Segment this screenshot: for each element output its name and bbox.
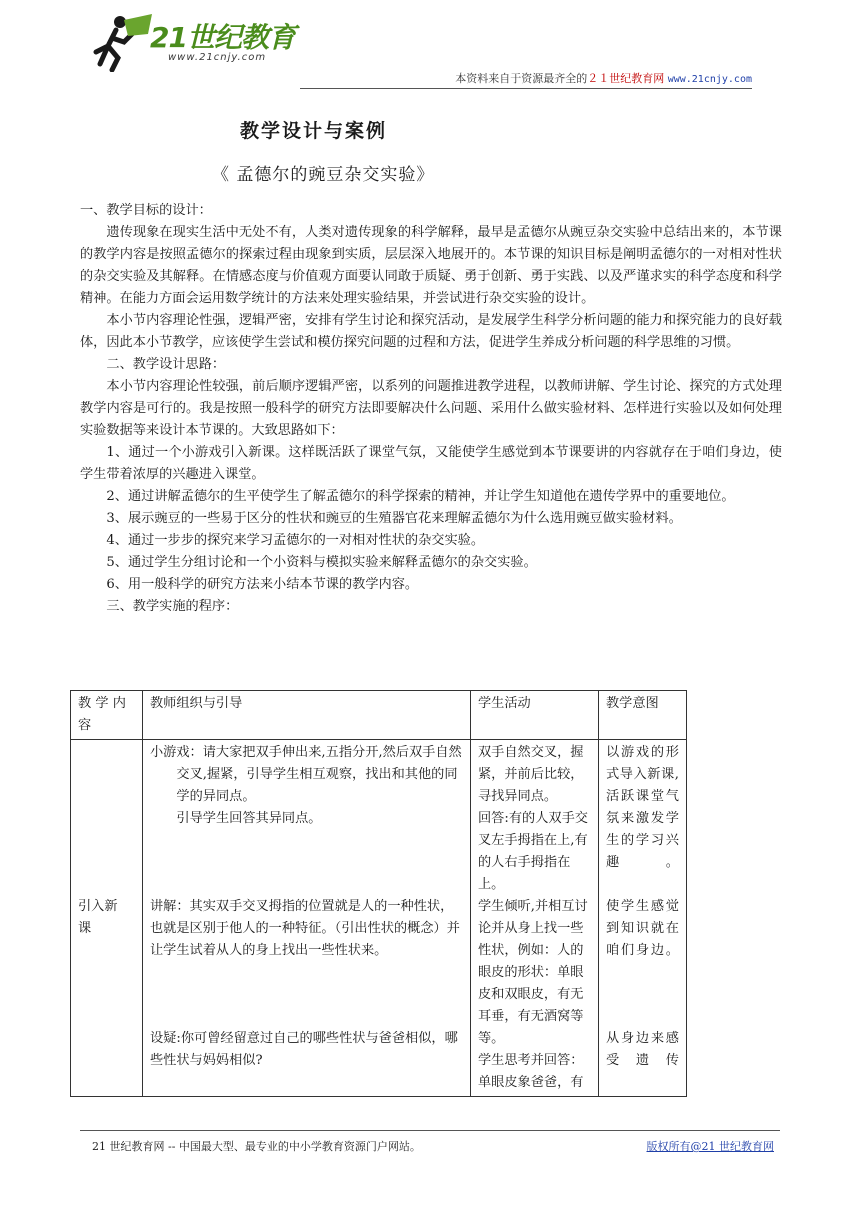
section-heading-2: 二、教学设计思路： [106, 357, 226, 372]
site-logo [90, 12, 350, 74]
game-guide-text: 引导学生回答其异同点。 [176, 811, 322, 826]
list-item: 5、通过学生分组讨论和一个小资料与模拟实验来解释孟德尔的杂交实验。 [106, 555, 537, 570]
list-item: 4、通过一步步的探究来学习孟德尔的一对相对性状的杂交实验。 [106, 533, 485, 548]
logo-text: 21世纪教育 [150, 21, 295, 54]
paragraph: 本小节内容理论性较强，前后顺序逻辑严密，以系列的问题推进教学进程，以教师讲解、学生讨论、探究的方式处理教学内容是可行的。我是按照一般科学的研究方法即要解决什么问题、采用什么做实验材料、怎样进行实验以及如何处理实验数据等来设计本节课的。大致思路如下： [80, 379, 782, 438]
student-activity-3: 学生倾听,并相互讨论并从身上找一些性状，例如：人的眼皮的形状：单眼皮和双眼皮，有无耳垂，有无酒窝等等。 [478, 899, 588, 1046]
intent-cell [599, 740, 687, 1097]
body-text [80, 200, 782, 618]
source-site-link[interactable]: ２１世纪教育网 [587, 72, 665, 85]
list-item: 2、通过讲解孟德尔的生平使学生了解孟德尔的科学探索的精神，并让学生知道他在遗传学界中的重要地位。 [106, 489, 735, 504]
logo-url: www.21cnjy.com [168, 52, 267, 63]
student-activity-4: 学生思考并回答：单眼皮象爸爸，有 [478, 1053, 584, 1090]
section-heading-3: 三、教学实施的程序： [106, 599, 239, 614]
intent-2: 使学生感觉到知识就在咱们身边。 [606, 899, 679, 958]
footer-divider [80, 1130, 780, 1131]
list-item: 1、通过一个小游戏引入新课。这样既活跃了课堂气氛，又能使学生感觉到本节课要讲的内容就存在于咱们身边，使学生带着浓厚的兴趣进入课堂。 [80, 445, 782, 482]
section-label-cell [71, 740, 143, 1097]
source-prefix: 本资料来自于资源最齐全的 [455, 72, 588, 85]
teaching-procedure-table [70, 690, 687, 1097]
header-source [455, 70, 752, 86]
intent-3: 从身边来感受遗传 [606, 1031, 679, 1068]
table-header-row [71, 691, 687, 740]
student-activity-2: 回答:有的人双手交叉左手拇指在上,有的人右手拇指在上。 [478, 811, 588, 892]
section-heading-1: 一、教学目标的设计： [80, 203, 212, 218]
list-item: 6、用一般科学的研究方法来小结本节课的教学内容。 [106, 577, 419, 592]
explain-text: 讲解：其实双手交叉拇指的位置就是人的一种性状，也就是区别于他人的一种特征。（引出性状的概念）并让学生试着从人的身上找出一些性状来。 [150, 899, 460, 958]
list-item: 3、展示豌豆的一些易于区分的性状和豌豆的生殖器官花来理解孟德尔为什么选用豌豆做实验材料。 [106, 511, 682, 526]
teacher-cell [143, 740, 471, 1097]
source-url-link[interactable]: www.21cnjy.com [667, 74, 752, 85]
table-header-cell: 学生活动 [471, 691, 599, 740]
game-text: 小游戏：请大家把双手伸出来,五指分开,然后双手自然交叉,握紧，引导学生相互观察，找出和其他的同学的异同点。 [150, 745, 462, 804]
table-header-cell: 教学意图 [599, 691, 687, 740]
paragraph: 遗传现象在现实生活中无处不有，人类对遗传现象的科学解释，最早是孟德尔从豌豆杂交实验中总结出来的，本节课的教学内容是按照孟德尔的探索过程由现象到实质，层层深入地展开的。本节课的知识目标是阐明孟德尔的一对相对性状的杂交实验及其解释。在情感态度与价值观方面要认同敢于质疑、勇于创新、勇于实践、以及严谨求实的科学态度和科学精神。在能力方面会运用数学统计的方法来处理实验结果，并尝试进行杂交实验的设计。 [80, 225, 782, 306]
table-header-cell: 教 学 内 容 [71, 691, 143, 740]
footer-text: 21 世纪教育网 -- 中国最大型、最专业的中小学教育资源门户网站。 [92, 1140, 421, 1153]
table-header-cell: 教师组织与引导 [143, 691, 471, 740]
copyright-link[interactable]: 版权所有@21 世纪教育网 [646, 1140, 774, 1153]
intent-1: 以游戏的形式导入新课,活跃课堂气氛来激发学生的学习兴趣。 [606, 745, 679, 870]
page-header [60, 12, 800, 85]
section-label: 引入新课 [78, 899, 118, 936]
student-activity-1: 双手自然交叉，握紧，并前后比较，寻找异同点。 [478, 745, 584, 804]
student-cell [471, 740, 599, 1097]
table-row [71, 740, 687, 1097]
paragraph: 本小节内容理论性强，逻辑严密，安排有学生讨论和探究活动，是发展学生科学分析问题的能力和探究能力的良好载体，因此本小节教学，应该使学生尝试和模仿探究问题的过程和方法，促进学生养成分析问题的科学思维的习惯。 [80, 313, 782, 350]
header-divider [300, 88, 752, 89]
question-text: 设疑:你可曾经留意过自己的哪些性状与爸爸相似，哪些性状与妈妈相似? [150, 1031, 458, 1068]
page-title: 教学设计与案例 [240, 120, 388, 142]
page-subtitle: 《 孟德尔的豌豆杂交实验》 [212, 165, 435, 185]
